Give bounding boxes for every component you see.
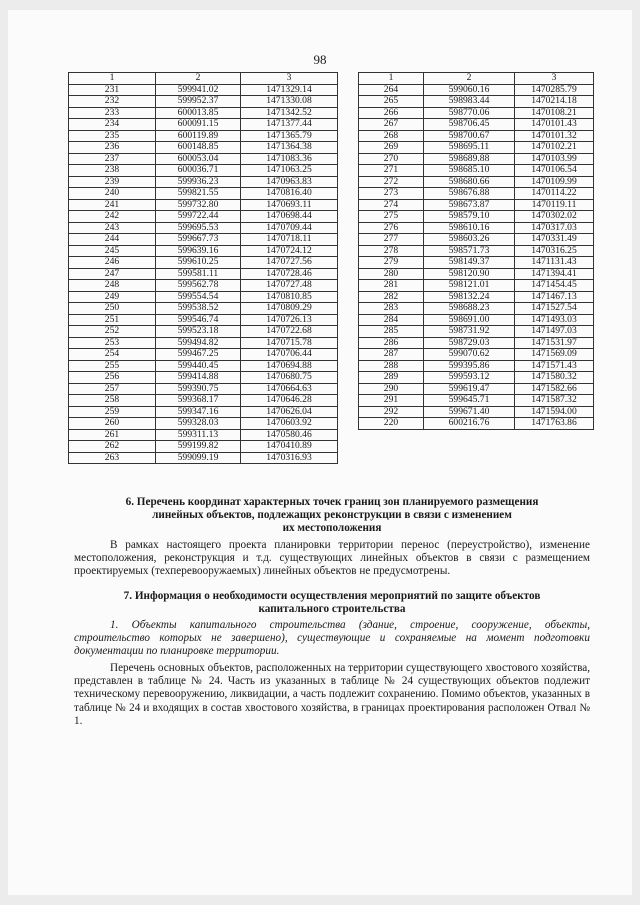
y-coordinate-cell: 1471763.86 [515,418,594,430]
y-coordinate-cell: 1470316.93 [241,452,338,464]
point-number-cell: 279 [359,257,424,269]
point-number-cell: 245 [69,245,156,257]
x-coordinate-cell: 600036.71 [156,165,241,177]
heading-line: 7. Информация о необходимости осуществления мероприятий по защите объектов [123,590,541,602]
y-coordinate-cell: 1470317.03 [515,222,594,234]
y-coordinate-cell: 1470101.32 [515,130,594,142]
table-row [359,418,594,430]
y-coordinate-cell: 1470810.85 [241,291,338,303]
y-coordinate-cell: 1470285.79 [515,84,594,96]
section-7-paragraph: Перечень основных объектов, расположенных на территории существующего хвостового хозяйства, представлен в таблице № 24. Часть из указанных в таблице № 24 существующих объектов подлежит техническому перевооружению, ликвидации, а часть подлежит сохранению. Помимо объектов, указанных в таблице № 24 и входящих в состав хвостового хозяйства, в границах проектирования расположен Отвал № 1. [74,662,590,727]
table-row [69,199,338,211]
y-coordinate-cell: 1470410.89 [241,441,338,453]
y-coordinate-cell: 1470603.92 [241,418,338,430]
table-row [359,96,594,108]
heading-line: капитального строительства [258,603,406,615]
heading-line: 6. Перечень координат характерных точек границ зон планируемого размещения [125,496,539,508]
x-coordinate-cell: 599523.18 [156,326,241,338]
y-coordinate-cell: 1470316.25 [515,245,594,257]
point-number-cell: 263 [69,452,156,464]
x-coordinate-cell: 598695.11 [424,142,515,154]
x-coordinate-cell: 599695.53 [156,222,241,234]
point-number-cell: 256 [69,372,156,384]
point-number-cell: 265 [359,96,424,108]
x-coordinate-cell: 599368.17 [156,395,241,407]
table-row [69,142,338,154]
point-number-cell: 259 [69,406,156,418]
x-coordinate-cell: 599328.03 [156,418,241,430]
table-row [359,406,594,418]
table-row [69,188,338,200]
y-coordinate-cell: 1471377.44 [241,119,338,131]
point-number-cell: 281 [359,280,424,292]
y-coordinate-cell: 1470706.44 [241,349,338,361]
x-coordinate-cell: 598729.03 [424,337,515,349]
x-coordinate-cell: 598706.45 [424,119,515,131]
point-number-cell: 290 [359,383,424,395]
table-row [359,360,594,372]
table-row [359,153,594,165]
point-number-cell: 239 [69,176,156,188]
x-coordinate-cell: 599494.82 [156,337,241,349]
point-number-cell: 282 [359,291,424,303]
y-coordinate-cell: 1471394.41 [515,268,594,280]
coordinates-table-left [68,72,338,464]
table-row [69,395,338,407]
table-row [359,142,594,154]
x-coordinate-cell: 598688.23 [424,303,515,315]
table-row [69,452,338,464]
table-row [69,130,338,142]
point-number-cell: 270 [359,153,424,165]
x-coordinate-cell: 599467.25 [156,349,241,361]
table-row [359,245,594,257]
x-coordinate-cell: 599610.25 [156,257,241,269]
table-row [69,372,338,384]
table-row [359,257,594,269]
point-number-cell: 232 [69,96,156,108]
x-coordinate-cell: 599538.52 [156,303,241,315]
y-coordinate-cell: 1470722.68 [241,326,338,338]
point-number-cell: 285 [359,326,424,338]
x-coordinate-cell: 599554.54 [156,291,241,303]
y-coordinate-cell: 1470727.48 [241,280,338,292]
x-coordinate-cell: 598603.26 [424,234,515,246]
point-number-cell: 255 [69,360,156,372]
x-coordinate-cell: 599593.12 [424,372,515,384]
point-number-cell: 267 [359,119,424,131]
point-number-cell: 272 [359,176,424,188]
point-number-cell: 273 [359,188,424,200]
point-number-cell: 235 [69,130,156,142]
table-row [359,383,594,395]
table-row [359,234,594,246]
y-coordinate-cell: 1471527.54 [515,303,594,315]
table-row [359,372,594,384]
point-number-cell: 284 [359,314,424,326]
y-coordinate-cell: 1470694.88 [241,360,338,372]
table-row [69,280,338,292]
y-coordinate-cell: 1471364.38 [241,142,338,154]
x-coordinate-cell: 599546.74 [156,314,241,326]
y-coordinate-cell: 1470106.54 [515,165,594,177]
table-row [359,84,594,96]
point-number-cell: 260 [69,418,156,430]
point-number-cell: 287 [359,349,424,361]
y-coordinate-cell: 1470715.78 [241,337,338,349]
x-coordinate-cell: 598120.90 [424,268,515,280]
table-row [359,176,594,188]
table-row [69,418,338,430]
x-coordinate-cell: 599639.16 [156,245,241,257]
y-coordinate-cell: 1471587.32 [515,395,594,407]
y-coordinate-cell: 1470102.21 [515,142,594,154]
table-row [359,199,594,211]
x-coordinate-cell: 599941.02 [156,84,241,96]
y-coordinate-cell: 1471531.97 [515,337,594,349]
table-row [69,406,338,418]
y-coordinate-cell: 1471580.32 [515,372,594,384]
point-number-cell: 268 [359,130,424,142]
x-coordinate-cell: 598676.88 [424,188,515,200]
table-row [359,303,594,315]
coordinates-table-right [358,72,594,430]
table-row [69,291,338,303]
point-number-cell: 247 [69,268,156,280]
table-row [359,119,594,131]
column-header: 1 [69,73,156,85]
x-coordinate-cell: 598983.44 [424,96,515,108]
x-coordinate-cell: 599722.44 [156,211,241,223]
table-row [69,245,338,257]
table-row [69,349,338,361]
x-coordinate-cell: 598132.24 [424,291,515,303]
x-coordinate-cell: 599070.62 [424,349,515,361]
y-coordinate-cell: 1470626.04 [241,406,338,418]
table-header-row [69,73,338,85]
table-row [359,326,594,338]
point-number-cell: 289 [359,372,424,384]
y-coordinate-cell: 1470101.43 [515,119,594,131]
table-row [69,441,338,453]
y-coordinate-cell: 1470709.44 [241,222,338,234]
table-row [69,303,338,315]
table-row [359,314,594,326]
table-row [69,222,338,234]
y-coordinate-cell: 1470728.46 [241,268,338,280]
y-coordinate-cell: 1470108.21 [515,107,594,119]
table-row [69,96,338,108]
x-coordinate-cell: 599936.23 [156,176,241,188]
y-coordinate-cell: 1471342.52 [241,107,338,119]
point-number-cell: 271 [359,165,424,177]
point-number-cell: 231 [69,84,156,96]
table-row [69,211,338,223]
point-number-cell: 275 [359,211,424,223]
point-number-cell: 243 [69,222,156,234]
y-coordinate-cell: 1471493.03 [515,314,594,326]
x-coordinate-cell: 599952.37 [156,96,241,108]
section-7-italic-paragraph: 1. Объекты капитального строительства (здание, строение, сооружение, объекты, строительство которых не завершено), существующие и сохраняемые на момент подготовки документации по планировке территории. [74,619,590,658]
point-number-cell: 276 [359,222,424,234]
y-coordinate-cell: 1470718.11 [241,234,338,246]
column-header: 2 [156,73,241,85]
x-coordinate-cell: 598685.10 [424,165,515,177]
point-number-cell: 286 [359,337,424,349]
y-coordinate-cell: 1471330.08 [241,96,338,108]
table-row [69,337,338,349]
y-coordinate-cell: 1470646.28 [241,395,338,407]
point-number-cell: 242 [69,211,156,223]
y-coordinate-cell: 1470963.83 [241,176,338,188]
heading-line: линейных объектов, подлежащих реконструкции в связи с изменением [152,509,512,521]
table-row [69,326,338,338]
point-number-cell: 251 [69,314,156,326]
table-row [69,314,338,326]
x-coordinate-cell: 599645.71 [424,395,515,407]
y-coordinate-cell: 1470809.29 [241,303,338,315]
point-number-cell: 238 [69,165,156,177]
table-row [69,234,338,246]
x-coordinate-cell: 599060.16 [424,84,515,96]
x-coordinate-cell: 598691.00 [424,314,515,326]
point-number-cell: 253 [69,337,156,349]
point-number-cell: 292 [359,406,424,418]
table-header-row [359,73,594,85]
y-coordinate-cell: 1471329.14 [241,84,338,96]
table-row [359,291,594,303]
table-row [69,119,338,131]
point-number-cell: 291 [359,395,424,407]
point-number-cell: 234 [69,119,156,131]
y-coordinate-cell: 1470302.02 [515,211,594,223]
column-header: 3 [515,73,594,85]
point-number-cell: 278 [359,245,424,257]
x-coordinate-cell: 598610.16 [424,222,515,234]
table-row [69,176,338,188]
section-6-heading [74,496,590,535]
point-number-cell: 233 [69,107,156,119]
point-number-cell: 244 [69,234,156,246]
x-coordinate-cell: 599619.47 [424,383,515,395]
x-coordinate-cell: 599562.78 [156,280,241,292]
table-row [359,165,594,177]
x-coordinate-cell: 599099.19 [156,452,241,464]
x-coordinate-cell: 598571.73 [424,245,515,257]
point-number-cell: 258 [69,395,156,407]
x-coordinate-cell: 600013.85 [156,107,241,119]
y-coordinate-cell: 1470726.13 [241,314,338,326]
point-number-cell: 264 [359,84,424,96]
y-coordinate-cell: 1470331.49 [515,234,594,246]
point-number-cell: 252 [69,326,156,338]
point-number-cell: 240 [69,188,156,200]
x-coordinate-cell: 599581.11 [156,268,241,280]
y-coordinate-cell: 1470114.22 [515,188,594,200]
y-coordinate-cell: 1470580.46 [241,429,338,441]
y-coordinate-cell: 1471497.03 [515,326,594,338]
y-coordinate-cell: 1470698.44 [241,211,338,223]
y-coordinate-cell: 1471131.43 [515,257,594,269]
table-row [69,153,338,165]
x-coordinate-cell: 599821.55 [156,188,241,200]
x-coordinate-cell: 599440.45 [156,360,241,372]
x-coordinate-cell: 598149.37 [424,257,515,269]
y-coordinate-cell: 1470103.99 [515,153,594,165]
point-number-cell: 237 [69,153,156,165]
x-coordinate-cell: 599390.75 [156,383,241,395]
x-coordinate-cell: 598121.01 [424,280,515,292]
x-coordinate-cell: 598770.06 [424,107,515,119]
table-row [359,280,594,292]
y-coordinate-cell: 1471365.79 [241,130,338,142]
x-coordinate-cell: 598689.88 [424,153,515,165]
point-number-cell: 241 [69,199,156,211]
x-coordinate-cell: 599311.13 [156,429,241,441]
heading-line: их местоположения [282,522,382,534]
x-coordinate-cell: 600119.89 [156,130,241,142]
point-number-cell: 250 [69,303,156,315]
x-coordinate-cell: 600148.85 [156,142,241,154]
table-row [69,84,338,96]
x-coordinate-cell: 599347.16 [156,406,241,418]
section-7-heading [74,590,590,616]
table-row [69,268,338,280]
x-coordinate-cell: 599395.86 [424,360,515,372]
point-number-cell: 288 [359,360,424,372]
point-number-cell: 269 [359,142,424,154]
table-row [69,257,338,269]
point-number-cell: 236 [69,142,156,154]
y-coordinate-cell: 1471063.25 [241,165,338,177]
column-header: 2 [424,73,515,85]
point-number-cell: 254 [69,349,156,361]
table-row [359,107,594,119]
x-coordinate-cell: 598673.87 [424,199,515,211]
point-number-cell: 283 [359,303,424,315]
table-row [359,268,594,280]
y-coordinate-cell: 1471594.00 [515,406,594,418]
table-row [359,349,594,361]
column-header: 3 [241,73,338,85]
table-row [359,395,594,407]
y-coordinate-cell: 1470816.40 [241,188,338,200]
point-number-cell: 274 [359,199,424,211]
x-coordinate-cell: 599671.40 [424,406,515,418]
x-coordinate-cell: 599199.82 [156,441,241,453]
x-coordinate-cell: 598700.67 [424,130,515,142]
point-number-cell: 280 [359,268,424,280]
y-coordinate-cell: 1470214.18 [515,96,594,108]
y-coordinate-cell: 1471454.45 [515,280,594,292]
point-number-cell: 262 [69,441,156,453]
x-coordinate-cell: 598731.92 [424,326,515,338]
point-number-cell: 246 [69,257,156,269]
point-number-cell: 257 [69,383,156,395]
y-coordinate-cell: 1471467.13 [515,291,594,303]
document-page [8,10,632,895]
table-row [69,429,338,441]
column-header: 1 [359,73,424,85]
y-coordinate-cell: 1471569.09 [515,349,594,361]
y-coordinate-cell: 1470119.11 [515,199,594,211]
point-number-cell: 261 [69,429,156,441]
section-6-paragraph: В рамках настоящего проекта планировки территории перенос (переустройство), изменение местоположения, реконструкция и т.д. существующих линейных объектов в связи с размещением проектируемых (техперевооружаемых) линейных объектов не предусмотрены. [74,539,590,578]
table-row [69,360,338,372]
y-coordinate-cell: 1470680.75 [241,372,338,384]
table-row [69,383,338,395]
table-row [359,211,594,223]
table-row [359,337,594,349]
y-coordinate-cell: 1470727.56 [241,257,338,269]
table-row [69,107,338,119]
x-coordinate-cell: 600216.76 [424,418,515,430]
x-coordinate-cell: 599732.80 [156,199,241,211]
table-row [359,188,594,200]
y-coordinate-cell: 1470109.99 [515,176,594,188]
y-coordinate-cell: 1470724.12 [241,245,338,257]
x-coordinate-cell: 598680.66 [424,176,515,188]
x-coordinate-cell: 600053.04 [156,153,241,165]
point-number-cell: 220 [359,418,424,430]
table-row [359,222,594,234]
x-coordinate-cell: 600091.15 [156,119,241,131]
table-row [69,165,338,177]
y-coordinate-cell: 1471571.43 [515,360,594,372]
x-coordinate-cell: 599667.73 [156,234,241,246]
y-coordinate-cell: 1470693.11 [241,199,338,211]
table-row [359,130,594,142]
x-coordinate-cell: 599414.88 [156,372,241,384]
y-coordinate-cell: 1471582.66 [515,383,594,395]
page-number: 98 [313,52,327,67]
point-number-cell: 277 [359,234,424,246]
y-coordinate-cell: 1471083.36 [241,153,338,165]
point-number-cell: 249 [69,291,156,303]
point-number-cell: 266 [359,107,424,119]
point-number-cell: 248 [69,280,156,292]
y-coordinate-cell: 1470664.63 [241,383,338,395]
x-coordinate-cell: 598579.10 [424,211,515,223]
